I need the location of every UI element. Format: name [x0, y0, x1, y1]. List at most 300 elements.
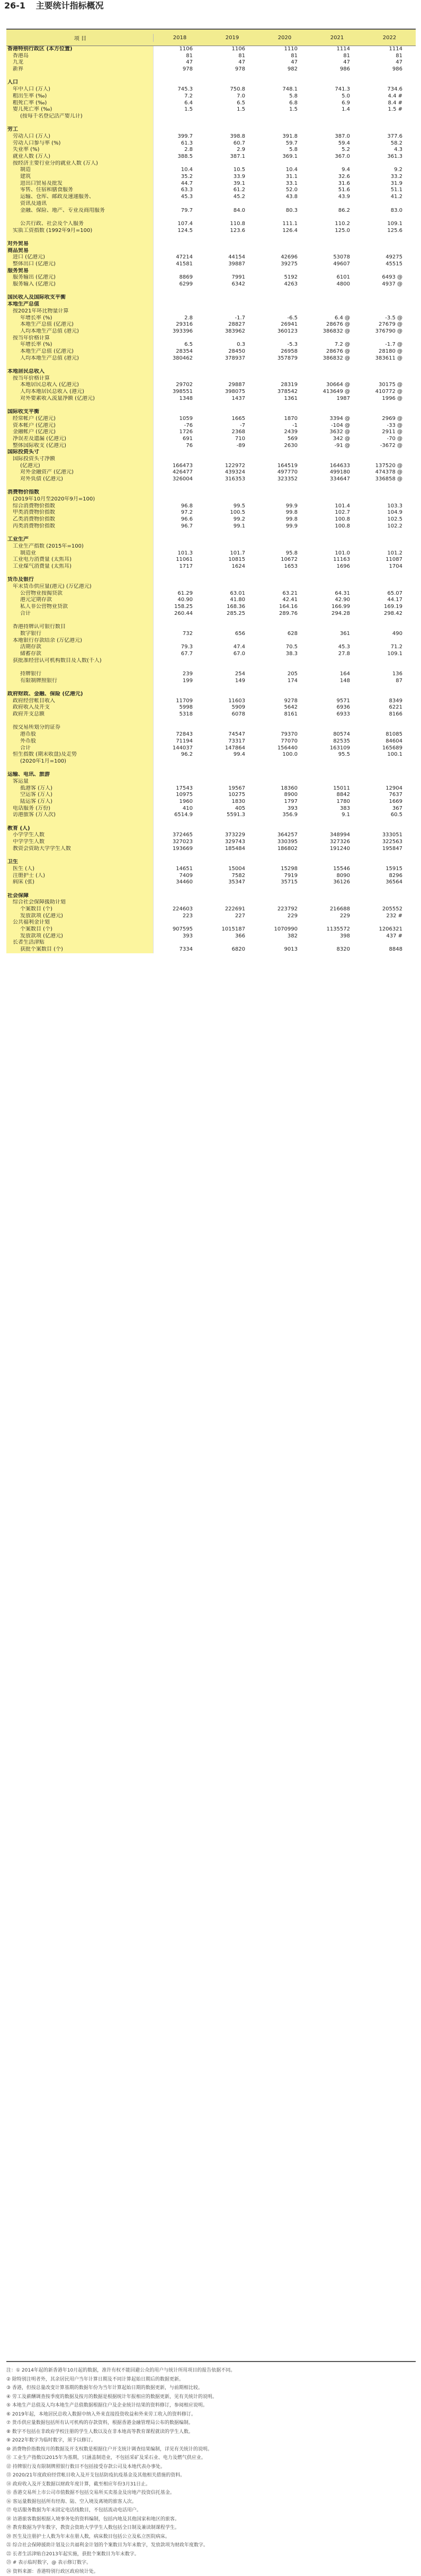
- row-value: 316353: [206, 476, 258, 483]
- row-label: [6, 819, 154, 826]
- table-row: [6, 234, 416, 241]
- row-value: 124.5: [154, 228, 206, 235]
- table-row: [6, 879, 416, 886]
- row-value: [206, 268, 258, 275]
- row-value: 63.21: [258, 591, 311, 597]
- row-label: 合计: [6, 611, 154, 618]
- row-value: [363, 483, 416, 490]
- row-value: [258, 241, 311, 248]
- row-label: 电话服务 (万份): [6, 806, 154, 812]
- row-label: 香港持牌认可银行数目: [6, 624, 154, 631]
- row-value: 6820: [206, 946, 258, 953]
- row-value: 45.3: [311, 644, 363, 651]
- row-value: 393396: [154, 328, 206, 335]
- table-row: [6, 281, 416, 288]
- row-value: [206, 765, 258, 772]
- row-label: 外币股: [6, 738, 154, 745]
- row-value: [311, 369, 363, 375]
- row-value: 10.5: [206, 167, 258, 174]
- row-value: 33.9: [206, 174, 258, 181]
- row-value: 907595: [154, 926, 206, 933]
- row-value: 1015187: [206, 926, 258, 933]
- row-value: [363, 73, 416, 80]
- row-value: 41581: [154, 261, 206, 268]
- row-label: 净误差及遗漏 (亿港元): [6, 436, 154, 443]
- row-label: 进出口贸易及批发: [6, 181, 154, 187]
- row-value: 5998: [154, 704, 206, 711]
- row-value: [311, 826, 363, 833]
- row-value: [258, 664, 311, 671]
- row-value: 51.1: [363, 187, 416, 194]
- row-value: 60.7: [206, 140, 258, 147]
- row-label: 本地居民总收入 (亿港元): [6, 382, 154, 389]
- row-label: 失业率 (%): [6, 147, 154, 154]
- row-value: 333051: [363, 832, 416, 839]
- table-row: [6, 362, 416, 369]
- table-row: [6, 288, 416, 295]
- row-value: [311, 919, 363, 926]
- row-value: [258, 624, 311, 631]
- row-value: [206, 758, 258, 765]
- row-value: 193669: [154, 846, 206, 853]
- row-value: 38.3: [258, 651, 311, 658]
- row-value: 165689: [363, 745, 416, 752]
- row-value: 382: [258, 933, 311, 940]
- table-row: [6, 940, 416, 946]
- row-label: 香港特别行政区 (本方位置): [6, 46, 154, 53]
- row-value: [154, 684, 206, 691]
- row-value: 1960: [154, 799, 206, 806]
- row-value: 82535: [311, 738, 363, 745]
- table-row: [6, 846, 416, 853]
- row-value: -89: [206, 443, 258, 450]
- row-value: [363, 765, 416, 772]
- row-value: -91 @: [311, 443, 363, 450]
- row-value: [363, 584, 416, 591]
- row-value: [311, 127, 363, 133]
- row-value: 1797: [258, 799, 311, 806]
- table-row: [6, 221, 416, 228]
- row-value: [363, 375, 416, 382]
- row-value: [311, 638, 363, 645]
- row-value: 232 #: [363, 913, 416, 920]
- row-label: 对外负债 (亿港元): [6, 476, 154, 483]
- row-label: [6, 73, 154, 80]
- row-value: [154, 718, 206, 725]
- row-value: 254: [206, 671, 258, 678]
- table-row: [6, 785, 416, 792]
- row-value: [311, 819, 363, 826]
- row-value: 33.2: [363, 174, 416, 181]
- row-label: 港币股: [6, 731, 154, 738]
- row-value: [311, 617, 363, 624]
- row-value: [363, 543, 416, 550]
- row-label: [6, 684, 154, 691]
- row-value: 4.3: [363, 147, 416, 154]
- row-label: 就业人数 (万人): [6, 154, 154, 160]
- row-value: 39275: [258, 261, 311, 268]
- table-row: [6, 423, 416, 430]
- row-value: 102.7: [311, 509, 363, 516]
- table-row: [6, 919, 416, 926]
- row-value: 222691: [206, 906, 258, 913]
- table-row: [6, 187, 416, 194]
- table-row: [6, 489, 416, 496]
- row-label: 教育 (人): [6, 826, 154, 833]
- row-value: [154, 489, 206, 496]
- row-value: [258, 496, 311, 503]
- table-row: [6, 86, 416, 93]
- row-value: 8161: [258, 711, 311, 718]
- row-value: [154, 886, 206, 893]
- row-value: 490: [363, 631, 416, 638]
- row-value: 125.0: [311, 228, 363, 235]
- row-value: 26958: [258, 348, 311, 355]
- row-label: 获批个案数目 (个): [6, 946, 154, 953]
- footnote: ⑳ 医生及注册护士人数为年末在册人数，病床数目包括公立及私立医院病床。: [6, 2533, 416, 2542]
- row-label: 按当年价格计算: [6, 375, 154, 382]
- row-value: 982: [258, 66, 311, 73]
- row-value: [206, 617, 258, 624]
- row-value: [311, 779, 363, 785]
- row-value: [258, 248, 311, 255]
- row-value: [363, 664, 416, 671]
- row-value: 45.3: [154, 194, 206, 201]
- row-value: [154, 402, 206, 409]
- table-row: [6, 294, 416, 301]
- row-value: 7409: [154, 873, 206, 880]
- row-value: [154, 369, 206, 375]
- row-value: [154, 241, 206, 248]
- row-value: 2.8: [154, 315, 206, 322]
- row-label: [6, 362, 154, 369]
- row-value: [154, 826, 206, 833]
- row-value: 44.7: [154, 181, 206, 187]
- row-label: 金融帐户 (亿港元): [6, 429, 154, 436]
- row-value: [363, 570, 416, 577]
- row-label: 政府收入及开支: [6, 704, 154, 711]
- table-row: [6, 382, 416, 389]
- row-value: 7334: [154, 946, 206, 953]
- row-value: [258, 483, 311, 490]
- row-value: [311, 234, 363, 241]
- header-year-2020: 2020: [258, 35, 311, 41]
- row-value: 99.4: [206, 752, 258, 758]
- row-value: [311, 859, 363, 866]
- row-value: 2.9: [206, 147, 258, 154]
- table-body: [6, 46, 416, 953]
- row-value: 44.17: [363, 597, 416, 604]
- table-row: [6, 758, 416, 765]
- row-value: 372465: [154, 832, 206, 839]
- table-row: [6, 591, 416, 597]
- row-value: [154, 214, 206, 221]
- row-value: [311, 456, 363, 463]
- row-value: 28354: [154, 348, 206, 355]
- row-label: 新界: [6, 66, 154, 73]
- footnote: ㉓ # 表示临时数字，@ 表示修订数字。: [6, 2559, 416, 2568]
- row-value: 52.0: [258, 187, 311, 194]
- row-value: [311, 496, 363, 503]
- row-value: [154, 127, 206, 133]
- row-value: 7.0: [206, 93, 258, 100]
- row-label: 本地生产总值: [6, 301, 154, 308]
- table-row: [6, 738, 416, 745]
- row-value: 1717: [154, 564, 206, 570]
- row-value: [311, 294, 363, 301]
- row-value: [206, 536, 258, 543]
- row-value: 334647: [311, 476, 363, 483]
- row-value: 8090: [311, 873, 363, 880]
- table-row: [6, 147, 416, 154]
- row-value: [258, 859, 311, 866]
- table-row: [6, 899, 416, 906]
- row-value: 239: [154, 671, 206, 678]
- table-row: [6, 698, 416, 705]
- row-label: 年中人口 (万人): [6, 86, 154, 93]
- row-value: 7919: [258, 873, 311, 880]
- row-value: 5.8: [258, 93, 311, 100]
- table-row: [6, 678, 416, 685]
- table-row: [6, 59, 416, 66]
- row-value: 109.1: [363, 651, 416, 658]
- row-value: 1110: [258, 46, 311, 53]
- row-value: 6299: [154, 281, 206, 288]
- row-label: 乙类消费物价指数: [6, 516, 154, 523]
- row-value: [206, 456, 258, 463]
- row-value: 81: [206, 53, 258, 60]
- row-value: [311, 758, 363, 765]
- row-value: 569: [258, 436, 311, 443]
- table-row: [6, 704, 416, 711]
- footnote: ⑰ 电话服务数据为年末固定电话线数目，不包括流动电话用户。: [6, 2506, 416, 2515]
- row-value: 5192: [258, 274, 311, 281]
- row-value: [154, 536, 206, 543]
- row-value: [258, 449, 311, 456]
- table-row: [6, 745, 416, 752]
- row-value: 83.0: [363, 208, 416, 214]
- row-value: 1.5: [258, 106, 311, 113]
- table-row: [6, 208, 416, 214]
- row-value: 4800: [311, 281, 363, 288]
- row-label: 人均本地生产总值 (港元): [6, 328, 154, 335]
- row-value: 166.99: [311, 604, 363, 611]
- row-value: 100.8: [311, 523, 363, 530]
- row-value: 1726: [154, 429, 206, 436]
- row-value: 978: [154, 66, 206, 73]
- row-value: 6514.9: [154, 812, 206, 819]
- row-value: [363, 288, 416, 295]
- row-value: 47: [311, 59, 363, 66]
- row-value: 99.1: [206, 523, 258, 530]
- row-value: 96.8: [154, 503, 206, 510]
- row-value: [311, 79, 363, 86]
- row-value: 437 #: [363, 933, 416, 940]
- row-label: 合计: [6, 745, 154, 752]
- row-value: [258, 234, 311, 241]
- row-value: 18360: [258, 785, 311, 792]
- row-value: [363, 940, 416, 946]
- row-value: 29887: [206, 382, 258, 389]
- row-value: 398551: [154, 389, 206, 396]
- row-value: [363, 248, 416, 255]
- row-value: [311, 684, 363, 691]
- table-row: [6, 684, 416, 691]
- row-value: [258, 577, 311, 584]
- row-value: [206, 288, 258, 295]
- row-label: 服务贸易: [6, 268, 154, 275]
- row-label: 综合消费物价指数: [6, 503, 154, 510]
- row-value: 9.4: [311, 167, 363, 174]
- row-value: [363, 658, 416, 665]
- row-label: 发放款项 (亿港元): [6, 913, 154, 920]
- row-value: 147864: [206, 745, 258, 752]
- row-value: [363, 369, 416, 375]
- row-value: [311, 543, 363, 550]
- row-label: 零售、住宿和膳食服务: [6, 187, 154, 194]
- header-year-2019: 2019: [206, 35, 258, 41]
- row-value: 387.1: [206, 154, 258, 160]
- row-value: 126.4: [258, 228, 311, 235]
- row-value: [206, 496, 258, 503]
- table-row: [6, 853, 416, 860]
- row-value: 426477: [154, 469, 206, 476]
- row-value: 356.9: [258, 812, 311, 819]
- footnote: 注：① 2014年起的新香港年10月起的数据，准许有权不能回避公众的用户与统计所用项目的报告依据不同。: [6, 2366, 416, 2375]
- row-value: 47214: [154, 254, 206, 261]
- row-value: 31.1: [258, 174, 311, 181]
- table-row: [6, 765, 416, 772]
- row-value: 33.1: [258, 181, 311, 187]
- row-value: [154, 496, 206, 503]
- table-row: [6, 839, 416, 846]
- table-row: [6, 812, 416, 819]
- row-value: [363, 294, 416, 301]
- table-row: [6, 120, 416, 127]
- row-value: 156440: [258, 745, 311, 752]
- row-value: [258, 772, 311, 779]
- row-label: 资讯及通讯: [6, 201, 154, 208]
- row-label: (2020年1月=100): [6, 758, 154, 765]
- row-value: [206, 201, 258, 208]
- row-value: [311, 160, 363, 167]
- row-value: [258, 288, 311, 295]
- row-value: 6.4 @: [311, 315, 363, 322]
- row-value: 734.6: [363, 86, 416, 93]
- row-label: 病床 (张): [6, 879, 154, 886]
- footnote: ④ 劳工及薪酬调查按季度的数据及按月的数据是根据统计年报相应的数据更新，见有关统计的说明。: [6, 2393, 416, 2402]
- row-value: [258, 919, 311, 926]
- row-label: [6, 718, 154, 725]
- row-value: [154, 758, 206, 765]
- row-value: [311, 113, 363, 120]
- row-value: 1987: [311, 396, 363, 402]
- row-value: [363, 684, 416, 691]
- row-value: [206, 718, 258, 725]
- row-value: 1.5: [206, 106, 258, 113]
- table-row: [6, 638, 416, 645]
- row-label: [6, 483, 154, 490]
- row-value: [154, 691, 206, 698]
- row-value: [363, 456, 416, 463]
- row-value: 205552: [363, 906, 416, 913]
- row-value: 39887: [206, 261, 258, 268]
- row-value: 110.8: [206, 221, 258, 228]
- row-value: [258, 536, 311, 543]
- row-label: 进口 (亿港元): [6, 254, 154, 261]
- table-row: [6, 456, 416, 463]
- row-value: 322563: [363, 839, 416, 846]
- table-row: [6, 664, 416, 671]
- row-value: [206, 375, 258, 382]
- row-value: 986: [311, 66, 363, 73]
- row-value: [363, 301, 416, 308]
- row-value: 5.8: [258, 147, 311, 154]
- row-value: [311, 577, 363, 584]
- row-value: [206, 362, 258, 369]
- row-label: 经常帐户 (亿港元): [6, 416, 154, 423]
- row-value: 378937: [206, 355, 258, 362]
- row-value: 123.6: [206, 228, 258, 235]
- table-row: [6, 557, 416, 564]
- row-value: [258, 899, 311, 906]
- row-value: [311, 765, 363, 772]
- row-label: 活期存款: [6, 644, 154, 651]
- row-value: [154, 859, 206, 866]
- row-value: 53078: [311, 254, 363, 261]
- row-value: 1696: [311, 564, 363, 570]
- row-value: 79370: [258, 731, 311, 738]
- row-value: [258, 409, 311, 416]
- row-value: -6.5: [258, 315, 311, 322]
- row-value: 361.3: [363, 154, 416, 160]
- row-label: 持牌银行: [6, 671, 154, 678]
- row-label: 按经济主要行业分的就业人数 (万人): [6, 160, 154, 167]
- footnote: ⑬ 2020/21年度政府经营帐目收入及开支包括防疫抗疫基金及其他相关措施的资料。: [6, 2471, 416, 2480]
- row-label: 货币及银行: [6, 577, 154, 584]
- row-value: 45515: [363, 261, 416, 268]
- row-label: [6, 120, 154, 127]
- row-value: 327326: [311, 839, 363, 846]
- row-label: [6, 853, 154, 860]
- table-row: [6, 819, 416, 826]
- row-value: [258, 301, 311, 308]
- table-row: [6, 691, 416, 698]
- row-value: 399.7: [154, 133, 206, 140]
- row-value: 8349: [363, 698, 416, 705]
- row-value: [258, 402, 311, 409]
- row-value: 99.8: [258, 516, 311, 523]
- row-value: [258, 638, 311, 645]
- row-value: 15011: [311, 785, 363, 792]
- row-value: [311, 308, 363, 315]
- row-label: 本地生产总值 (亿港元): [6, 348, 154, 355]
- row-value: [311, 530, 363, 537]
- row-value: 5.0: [311, 93, 363, 100]
- row-value: [206, 853, 258, 860]
- row-value: 122972: [206, 463, 258, 470]
- row-value: 294.28: [311, 611, 363, 618]
- row-value: 1704: [363, 564, 416, 570]
- row-value: [154, 288, 206, 295]
- header-item: 项 目: [6, 34, 154, 42]
- table-row: [6, 449, 416, 456]
- row-value: 224603: [154, 906, 206, 913]
- row-value: 148: [311, 678, 363, 685]
- table-row: [6, 503, 416, 510]
- row-value: 410: [154, 806, 206, 812]
- row-label: 香港岛: [6, 53, 154, 60]
